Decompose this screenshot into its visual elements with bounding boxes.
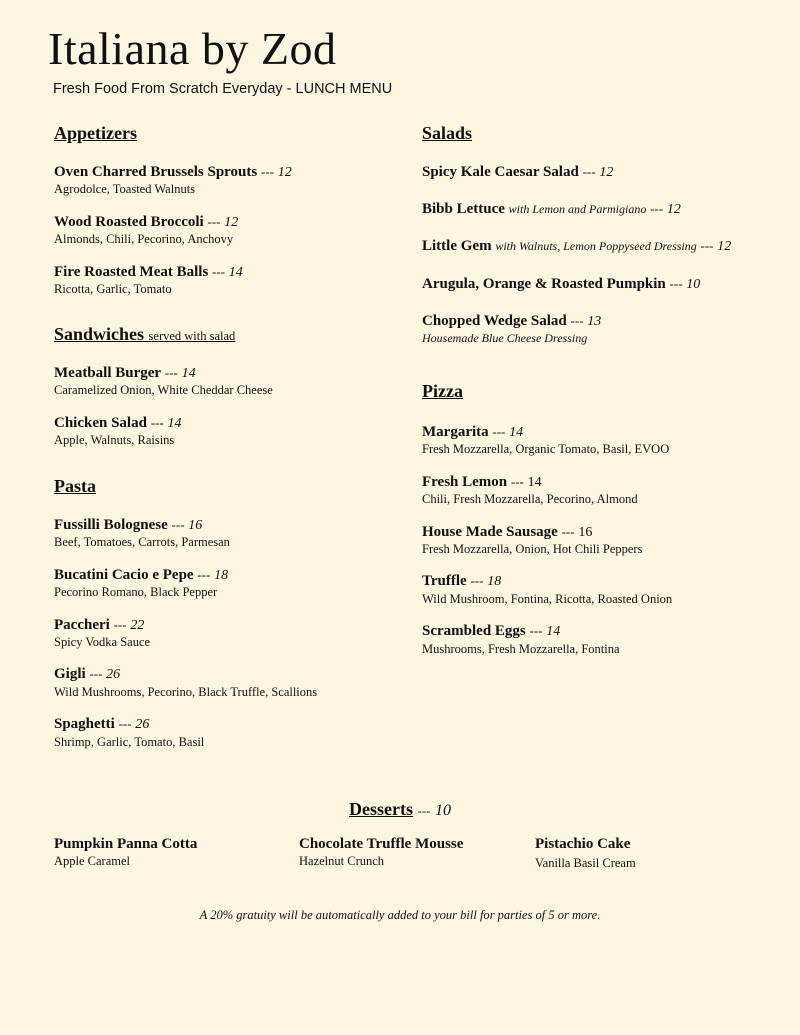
item-description: Almonds, Chili, Pecorino, Anchovy [54,231,234,246]
item-name: Truffle [422,573,467,590]
menu-item [422,424,782,458]
appetizers-section [54,124,394,297]
left-column [54,124,394,778]
separator: --- [171,516,185,532]
menu-item [54,716,394,750]
item-price: 12 [224,214,239,230]
item-description: Spicy Vodka Sauce [54,634,151,649]
item-description: Beef, Tomatoes, Carrots, Parmesan [54,535,230,550]
gratuity-note: A 20% gratuity will be automatically added to your bill for parties of 5 or more. [199,908,601,922]
item-name: Chocolate Truffle Mousse [299,835,464,852]
item-price: 14 [228,264,243,280]
section-heading [0,800,800,820]
item-name: Chicken Salad [54,415,147,432]
menu-item [422,313,782,346]
item-price: 14 [167,416,182,432]
item-price: 14 [546,624,561,640]
item-inline-description: with Lemon and Parmigiano [508,202,647,217]
item-description: Wild Mushroom, Fontina, Ricotta, Roasted Onion [422,591,673,606]
item-name: Fresh Lemon [422,473,508,490]
section-heading: Appetizers [54,123,137,143]
separator: --- [529,623,543,639]
section-heading [54,325,394,345]
separator: --- [650,201,664,217]
menu-item [54,836,197,870]
menu-item [54,264,394,298]
item-name: Bucatini Cacio e Pepe [54,566,194,583]
item-name: Bibb Lettuce [422,201,505,218]
desserts-section [0,800,800,896]
separator: --- [164,365,178,381]
section-title: Desserts [349,799,413,819]
separator: --- [470,573,484,589]
dessert-items [0,836,800,896]
menu-item [299,836,463,870]
separator: --- [582,163,596,179]
separator: --- [197,566,211,582]
item-description: Pecorino Romano, Black Pepper [54,584,218,599]
item-price: 16 [578,524,593,540]
menu-item [54,617,394,651]
menu-item [54,365,394,399]
item-name: Arugula, Orange & Roasted Pumpkin [422,275,666,292]
item-description: Housemade Blue Cheese Dressing [422,331,588,346]
separator: --- [510,473,524,489]
separator: --- [113,616,127,632]
menu-item [54,214,394,248]
separator: --- [570,312,584,328]
item-name: Little Gem [422,238,492,255]
item-price: 26 [106,667,121,683]
menu-item [422,276,782,293]
item-name: Chopped Wedge Salad [422,312,567,329]
section-title: Sandwiches [54,324,145,345]
item-price: 13 [587,313,602,329]
salads-section [422,124,782,346]
item-price: 18 [487,574,502,590]
item-description: Mushrooms, Fresh Mozzarella, Fontina [422,641,620,656]
item-price: 12 [277,164,292,180]
item-name: Gigli [54,666,86,683]
item-inline-description: with Walnuts, Lemon Poppyseed Dressing [495,239,697,254]
item-description: Vanilla Basil Cream [535,856,636,871]
item-price: 26 [135,717,150,733]
menu-item [422,573,782,607]
section-price: 10 [434,802,451,819]
separator: --- [561,523,575,539]
item-name: Pumpkin Panna Cotta [54,835,198,852]
separator: --- [492,423,506,439]
menu-item [54,666,394,700]
item-description: Apple Caramel [54,854,131,869]
item-description: Hazelnut Crunch [299,854,385,869]
sandwiches-section [54,325,394,449]
menu-item [422,623,782,657]
menu-item [422,524,782,558]
item-name: Margarita [422,423,489,440]
item-name: Pistachio Cake [535,835,631,852]
pasta-section [54,477,394,750]
item-name: Spicy Kale Caesar Salad [422,163,579,180]
item-description: Wild Mushrooms, Pecorino, Black Truffle, Scallions [54,684,318,699]
item-description: Fresh Mozzarella, Onion, Hot Chili Peppers [422,541,643,556]
item-price: 10 [686,276,701,292]
item-name: House Made Sausage [422,523,558,540]
item-description: Agrodolce, Toasted Walnuts [54,182,196,197]
section-heading: Salads [422,123,473,143]
menu-item [54,517,394,551]
menu-item [54,415,394,449]
menu-item [422,201,782,218]
separator: --- [150,415,164,431]
menu-item [54,164,394,198]
menu-item [54,567,394,601]
section-heading: Pasta [54,475,96,496]
item-name: Paccheri [54,616,110,633]
restaurant-title: Italiana by Zod [48,23,337,74]
section-note: served with salad [148,329,236,344]
item-price: 12 [717,239,732,255]
pizza-section [422,382,782,657]
item-description: Chili, Fresh Mozzarella, Pecorino, Almond [422,491,638,506]
item-price: 22 [130,617,145,633]
item-name: Spaghetti [54,716,115,733]
separator: --- [700,238,714,254]
item-name: Wood Roasted Broccoli [54,213,204,230]
item-price: 18 [214,567,229,583]
item-name: Meatball Burger [54,365,162,382]
menu-item [535,836,636,872]
separator: --- [89,666,103,682]
item-description: Ricotta, Garlic, Tomato [54,281,172,296]
separator: --- [207,213,221,229]
separator: --- [260,163,274,179]
separator: --- [212,263,226,279]
menu-item [422,238,782,255]
menu-subtitle: Fresh Food From Scratch Everyday - LUNCH MENU [53,81,393,97]
item-description: Fresh Mozzarella, Organic Tomato, Basil, EVOO [422,442,670,457]
separator: --- [118,716,132,732]
item-price: 12 [599,164,614,180]
item-price: 14 [527,474,542,490]
menu-item [422,474,782,508]
section-heading: Pizza [422,381,463,402]
item-price: 14 [181,366,196,382]
item-name: Oven Charred Brussels Sprouts [54,163,258,180]
item-name: Fire Roasted Meat Balls [54,263,209,280]
item-name: Fussilli Bolognese [54,516,168,533]
item-price: 14 [509,424,524,440]
menu-item [422,164,782,181]
item-price: 16 [188,517,203,533]
separator: --- [417,803,431,818]
separator: --- [669,275,683,291]
item-description: Caramelized Onion, White Cheddar Cheese [54,383,273,398]
item-name: Scrambled Eggs [422,623,526,640]
item-price: 12 [666,202,681,218]
item-description: Apple, Walnuts, Raisins [54,433,175,448]
right-column [422,124,782,685]
item-description: Shrimp, Garlic, Tomato, Basil [54,734,205,749]
